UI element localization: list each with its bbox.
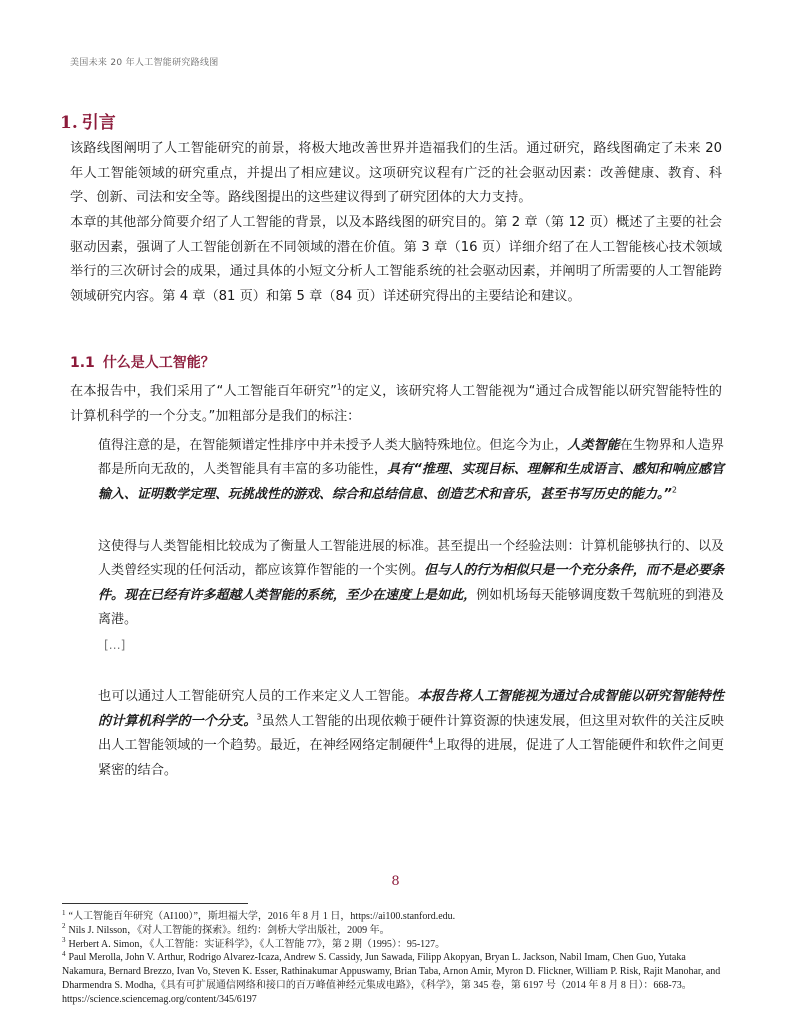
- footnote-divider: [62, 903, 248, 904]
- footnote-ref-1[interactable]: 1: [336, 382, 343, 392]
- chapter-number: 1.: [60, 113, 78, 133]
- omission-marker: […]: [104, 638, 126, 652]
- chapter-title-text: 引言: [81, 113, 116, 133]
- footnote-text: Herbert A. Simon，《人工智能：实证科学》，《人工智能 77》，第 2 期（1995）：95-127。: [68, 938, 446, 950]
- footnote-number: 4: [62, 950, 66, 959]
- quote1-text-c: 在生物界和人造界都是所向无敌的，人类智能具有丰富的多功能性，: [98, 438, 724, 478]
- footnote-3: [62, 938, 722, 952]
- footnote-text: Nils J. Nilsson，《对人工智能的探索》。纽约：剑桥大学出版社，2009 年。: [68, 924, 390, 936]
- blockquote-paragraph-1: [98, 434, 724, 507]
- footnote-2: [62, 924, 722, 938]
- intro-paragraph-2: 本章的其他部分简要介绍了人工智能的背景，以及本路线图的研究目的。第 2 章（第 12 页）概述了主要的社会驱动因素，强调了人工智能创新在不同领域的潜在价值。第 3 章（16 页）详细介绍了在人工智能核心技术领域举行的三次研讨会的成果，通过具体的小短文分析人工智能系统的社会驱动因素，并阐明了所需要的人工智能跨领域研究内容。第 4 章（81 页）和第 5 章（84 页）详述研究得出的主要结论和建议。: [70, 215, 722, 304]
- footnote-text: Paul Merolla, John V. Arthur, Rodrigo Alvarez-Icaza, Andrew S. Cassidy, Jun Sawada, Filipp Akopyan, Bryan L. Jackson, Nabil Imam, Chen Guo, Yutaka Nakamura, Bernard Brezzo, Ivan Vo, Steven K. Esser, Rathinakumar Appuswamy, Brian Taba, Arnon Amir, Myron D. Flickner, William P. Risk, Rajit Manohar, and Dharmendra S. Modha,《具有可扩展通信网络和接口的百万峰值神经元集成电路》，《科学》，第 345 卷，第 6197 号（2014 年 8 月 8 日）：668-73。https://science.sciencemag.org/content/345/6197: [62, 952, 721, 1005]
- quote1-emphasis-abilities: 具有“推理、实现目标、理解和生成语言、感知和响应感官输入、证明数学定理、玩挑战性的游戏、综合和总结信息、创造艺术和音乐，甚至书写历史的能力。”: [98, 462, 724, 502]
- footnote-1: [62, 910, 722, 924]
- footnote-number: 1: [62, 908, 66, 917]
- footnote-4: [62, 951, 722, 1006]
- section-number: 1.1: [70, 355, 95, 371]
- quote1-emphasis-human-intelligence: 人类智能: [567, 438, 620, 453]
- footnotes: [62, 910, 722, 1007]
- quote1-text-a: 值得注意的是，在智能频谱定性排序中并未授予人类大脑特殊地位。但迄今为止，: [98, 438, 568, 453]
- intro-paragraph-1: 该路线图阐明了人工智能研究的前景，将极大地改善世界并造福我们的生活。通过研究，路线图确定了未来 20 年人工智能领域的研究重点，并提出了相应建议。这项研究议程有广泛的社会驱动因素：改善健康、教育、科学、创新、司法和安全等。路线图提出的这些建议得到了研究团体的大力支持。: [70, 141, 722, 206]
- definition-text-b: 的定义，该研究将人工智能视为“通过合成智能以研究智能特性的计算机科学的一个分支。”加粗部分是我们的标注：: [70, 384, 722, 424]
- quote2-emphasis: 但与人的行为相似只是一个充分条件，而不是必要条件。现在已经有许多超越人类智能的系统，至少在速度上是如此，: [98, 563, 724, 603]
- def2-text-c: 虽然人工智能的出现依赖于硬件计算资源的快速发展，但这里对软件的关注反映出人工智能领域的一个趋势。最近，在神经网络定制硬件: [98, 713, 724, 754]
- def2-emphasis: 本报告将人工智能视为通过合成智能以研究智能特性的计算机科学的一个分支。: [98, 689, 725, 729]
- footnote-number: 3: [62, 936, 66, 945]
- def2-text-d: 上取得的进展，促进了人工智能硬件和软件之间更紧密的结合。: [98, 738, 725, 778]
- footnote-number: 2: [62, 922, 66, 931]
- footnote-text: “人工智能百年研究（AI100）”，斯坦福大学，2016 年 8 月 1 日，https://ai100.stanford.edu.: [68, 911, 456, 922]
- footnote-ref-2[interactable]: 2: [671, 485, 677, 495]
- chapter-title: [60, 108, 116, 133]
- page-number: 8: [391, 874, 400, 889]
- running-header: 美国未来 20 年人工智能研究路线图: [70, 58, 219, 68]
- quote2-text-a: 这使得与人类智能相比较成为了衡量人工智能进展的标准。甚至提出一个经验法则：计算机能够执行的、以及人类曾经实现的任何活动，都应该算作智能的一个实例。: [98, 539, 724, 579]
- footnote-ref-3[interactable]: 3: [256, 712, 262, 722]
- definition-paragraph-2: [98, 685, 724, 783]
- blockquote-paragraph-2: [98, 535, 724, 633]
- definition-text-a: 在本报告中，我们采用了“人工智能百年研究”: [70, 384, 337, 399]
- definition-paragraph: [70, 380, 722, 429]
- section-title-text: 什么是人工智能？: [102, 355, 215, 371]
- section-title: [70, 352, 215, 372]
- def2-text-a: 也可以通过人工智能研究人员的工作来定义人工智能。: [98, 689, 418, 704]
- quote2-text-c: 例如机场每天能够调度数千驾航班的到港及离港。: [98, 587, 724, 628]
- footnote-ref-4[interactable]: 4: [428, 736, 434, 746]
